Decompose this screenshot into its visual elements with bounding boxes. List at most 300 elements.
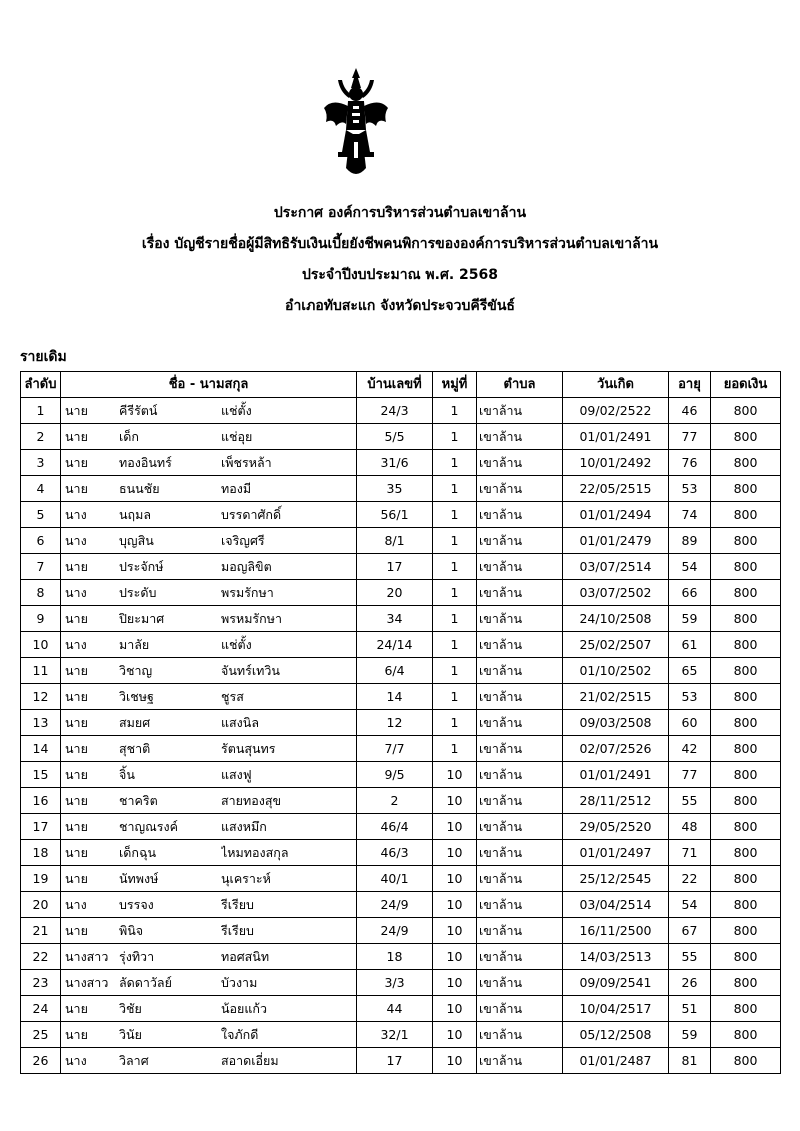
table-row xyxy=(21,398,781,424)
tambon: เขาล้าน xyxy=(477,580,563,606)
col-header-no: ลำดับ xyxy=(21,372,61,398)
last-name: พรหมรักษา xyxy=(221,611,282,626)
col-header-amount: ยอดเงิน xyxy=(711,372,781,398)
house-number: 3/3 xyxy=(357,970,433,996)
moo-number: 10 xyxy=(433,1048,477,1074)
table-row xyxy=(21,814,781,840)
date-of-birth: 02/07/2526 xyxy=(563,736,669,762)
row-number: 23 xyxy=(21,970,61,996)
first-name: เด็ก xyxy=(119,429,139,444)
amount: 800 xyxy=(711,736,781,762)
last-name: มอญลิขิต xyxy=(221,559,272,574)
amount: 800 xyxy=(711,762,781,788)
name-prefix: นาย xyxy=(65,1001,88,1016)
fiscal-year: ประจำปีงบประมาณ พ.ศ. 2568 xyxy=(301,267,499,283)
moo-number: 10 xyxy=(433,762,477,788)
full-name-cell xyxy=(61,502,357,528)
amount: 800 xyxy=(711,528,781,554)
name-prefix: นาย xyxy=(65,793,88,808)
tambon: เขาล้าน xyxy=(477,632,563,658)
table-row xyxy=(21,502,781,528)
full-name-cell xyxy=(61,814,357,840)
moo-number: 1 xyxy=(433,632,477,658)
date-of-birth: 03/07/2502 xyxy=(563,580,669,606)
table-row xyxy=(21,866,781,892)
tambon: เขาล้าน xyxy=(477,606,563,632)
name-prefix: นาย xyxy=(65,455,88,470)
table-row xyxy=(21,580,781,606)
moo-number: 1 xyxy=(433,736,477,762)
beneficiary-table xyxy=(20,371,781,1074)
col-header-house: บ้านเลขที่ xyxy=(357,372,433,398)
full-name-cell xyxy=(61,892,357,918)
house-number: 46/3 xyxy=(357,840,433,866)
date-of-birth: 01/10/2502 xyxy=(563,658,669,684)
house-number: 44 xyxy=(357,996,433,1022)
house-number: 7/7 xyxy=(357,736,433,762)
first-name: บุญสิน xyxy=(119,533,154,548)
moo-number: 10 xyxy=(433,788,477,814)
name-prefix: นางสาว xyxy=(65,975,109,990)
row-number: 3 xyxy=(21,450,61,476)
amount: 800 xyxy=(711,658,781,684)
first-name: นัทพงษ์ xyxy=(119,871,159,886)
name-prefix: นาย xyxy=(65,923,88,938)
name-prefix: นาง xyxy=(65,585,87,600)
age: 77 xyxy=(669,762,711,788)
age: 59 xyxy=(669,1022,711,1048)
table-row xyxy=(21,606,781,632)
last-name: แช่อุย xyxy=(221,429,253,444)
moo-number: 1 xyxy=(433,528,477,554)
amount: 800 xyxy=(711,918,781,944)
moo-number: 10 xyxy=(433,1022,477,1048)
name-prefix: นาย xyxy=(65,871,88,886)
date-of-birth: 14/03/2513 xyxy=(563,944,669,970)
tambon: เขาล้าน xyxy=(477,528,563,554)
moo-number: 10 xyxy=(433,866,477,892)
date-of-birth: 09/02/2522 xyxy=(563,398,669,424)
date-of-birth: 03/07/2514 xyxy=(563,554,669,580)
table-row xyxy=(21,658,781,684)
first-name: พินิจ xyxy=(119,923,144,938)
amount: 800 xyxy=(711,450,781,476)
amount: 800 xyxy=(711,606,781,632)
table-row xyxy=(21,710,781,736)
moo-number: 10 xyxy=(433,892,477,918)
name-prefix: นาย xyxy=(65,819,88,834)
last-name: น้อยแก้ว xyxy=(221,1001,268,1016)
date-of-birth: 25/12/2545 xyxy=(563,866,669,892)
last-name: สอาดเอี่ยม xyxy=(221,1053,279,1068)
first-name: ธนนชัย xyxy=(119,481,160,496)
name-prefix: นาย xyxy=(65,481,88,496)
row-number: 11 xyxy=(21,658,61,684)
tambon: เขาล้าน xyxy=(477,1048,563,1074)
full-name-cell xyxy=(61,996,357,1022)
moo-number: 1 xyxy=(433,554,477,580)
house-number: 34 xyxy=(357,606,433,632)
age: 54 xyxy=(669,554,711,580)
name-prefix: นาย xyxy=(65,689,88,704)
last-name: บัวงาม xyxy=(221,975,258,990)
row-number: 16 xyxy=(21,788,61,814)
row-number: 6 xyxy=(21,528,61,554)
tambon: เขาล้าน xyxy=(477,970,563,996)
last-name: นุเคราะห์ xyxy=(221,871,271,886)
row-number: 22 xyxy=(21,944,61,970)
date-of-birth: 01/01/2491 xyxy=(563,762,669,788)
last-name: พรมรักษา xyxy=(221,585,274,600)
amount: 800 xyxy=(711,814,781,840)
last-name: แสงนิล xyxy=(221,715,259,730)
date-of-birth: 03/04/2514 xyxy=(563,892,669,918)
last-name: สายทองสุข xyxy=(221,793,281,808)
name-prefix: นาย xyxy=(65,845,88,860)
first-name: วิลาศ xyxy=(119,1053,149,1068)
moo-number: 1 xyxy=(433,450,477,476)
moo-number: 10 xyxy=(433,970,477,996)
date-of-birth: 05/12/2508 xyxy=(563,1022,669,1048)
moo-number: 10 xyxy=(433,944,477,970)
age: 55 xyxy=(669,788,711,814)
row-number: 9 xyxy=(21,606,61,632)
age: 22 xyxy=(669,866,711,892)
age: 53 xyxy=(669,684,711,710)
age: 60 xyxy=(669,710,711,736)
tambon: เขาล้าน xyxy=(477,476,563,502)
full-name-cell xyxy=(61,840,357,866)
first-name: สมยศ xyxy=(119,715,151,730)
amount: 800 xyxy=(711,398,781,424)
date-of-birth: 29/05/2520 xyxy=(563,814,669,840)
amount: 800 xyxy=(711,476,781,502)
table-row xyxy=(21,528,781,554)
col-header-dob: วันเกิด xyxy=(563,372,669,398)
row-number: 15 xyxy=(21,762,61,788)
full-name-cell xyxy=(61,866,357,892)
name-prefix: นาย xyxy=(65,559,88,574)
tambon: เขาล้าน xyxy=(477,944,563,970)
first-name: คีรีรัตน์ xyxy=(119,403,158,418)
first-name: วิชาญ xyxy=(119,663,153,678)
date-of-birth: 25/02/2507 xyxy=(563,632,669,658)
date-of-birth: 01/01/2479 xyxy=(563,528,669,554)
last-name: ทอศสนิท xyxy=(221,949,270,964)
last-name: รีเรียบ xyxy=(221,897,254,912)
full-name-cell xyxy=(61,606,357,632)
date-of-birth: 10/01/2492 xyxy=(563,450,669,476)
age: 26 xyxy=(669,970,711,996)
tambon: เขาล้าน xyxy=(477,710,563,736)
tambon: เขาล้าน xyxy=(477,554,563,580)
amount: 800 xyxy=(711,892,781,918)
table-row xyxy=(21,762,781,788)
last-name: บรรดาศักดิ์ xyxy=(221,507,282,522)
date-of-birth: 01/01/2491 xyxy=(563,424,669,450)
amount: 800 xyxy=(711,1048,781,1074)
table-row xyxy=(21,476,781,502)
full-name-cell xyxy=(61,1048,357,1074)
last-name: ชูรส xyxy=(221,689,244,704)
amount: 800 xyxy=(711,970,781,996)
first-name: ชาคริต xyxy=(119,793,158,808)
date-of-birth: 01/01/2487 xyxy=(563,1048,669,1074)
announcement-title: ประกาศ องค์การบริหารส่วนตำบลเขาล้าน xyxy=(273,205,527,221)
house-number: 20 xyxy=(357,580,433,606)
col-header-name: ชื่อ - นามสกุล xyxy=(61,372,357,398)
row-number: 14 xyxy=(21,736,61,762)
house-number: 6/4 xyxy=(357,658,433,684)
first-name: วิชัย xyxy=(119,1001,142,1016)
full-name-cell xyxy=(61,918,357,944)
first-name: ประดับ xyxy=(119,585,157,600)
age: 48 xyxy=(669,814,711,840)
age: 71 xyxy=(669,840,711,866)
house-number: 35 xyxy=(357,476,433,502)
house-number: 17 xyxy=(357,554,433,580)
tambon: เขาล้าน xyxy=(477,658,563,684)
tambon: เขาล้าน xyxy=(477,762,563,788)
last-name: ทองมี xyxy=(221,481,252,496)
name-prefix: นาง xyxy=(65,1053,87,1068)
amount: 800 xyxy=(711,1022,781,1048)
age: 55 xyxy=(669,944,711,970)
table-header-row xyxy=(21,372,781,398)
row-number: 4 xyxy=(21,476,61,502)
table-row xyxy=(21,944,781,970)
first-name: วิเชษฐ xyxy=(119,689,154,704)
name-prefix: นาง xyxy=(65,507,87,522)
tambon: เขาล้าน xyxy=(477,684,563,710)
age: 61 xyxy=(669,632,711,658)
house-number: 14 xyxy=(357,684,433,710)
tambon: เขาล้าน xyxy=(477,502,563,528)
date-of-birth: 22/05/2515 xyxy=(563,476,669,502)
first-name: ลัดดาวัลย์ xyxy=(119,975,172,990)
table-row xyxy=(21,736,781,762)
moo-number: 1 xyxy=(433,606,477,632)
age: 67 xyxy=(669,918,711,944)
tambon: เขาล้าน xyxy=(477,736,563,762)
amount: 800 xyxy=(711,580,781,606)
tambon: เขาล้าน xyxy=(477,892,563,918)
amount: 800 xyxy=(711,788,781,814)
last-name: ใจภักดี xyxy=(221,1027,259,1042)
name-prefix: นาย xyxy=(65,663,88,678)
moo-number: 1 xyxy=(433,580,477,606)
table-row xyxy=(21,996,781,1022)
last-name: แช่ตั้ง xyxy=(221,637,252,652)
first-name: รุ่งทิวา xyxy=(119,949,155,964)
house-number: 8/1 xyxy=(357,528,433,554)
moo-number: 10 xyxy=(433,918,477,944)
row-number: 10 xyxy=(21,632,61,658)
age: 46 xyxy=(669,398,711,424)
date-of-birth: 10/04/2517 xyxy=(563,996,669,1022)
table-row xyxy=(21,1048,781,1074)
section-label: รายเดิม xyxy=(20,349,67,365)
announcement-subject: เรื่อง บัญชีรายชื่อผู้มีสิทธิรับเงินเบี้ยยังชีพคนพิการขององค์การบริหารส่วนตำบลเขาล้าน xyxy=(141,236,659,252)
full-name-cell xyxy=(61,658,357,684)
last-name: จันทร์เทวิน xyxy=(221,663,280,678)
first-name: จิ้น xyxy=(119,767,135,782)
row-number: 19 xyxy=(21,866,61,892)
house-number: 24/14 xyxy=(357,632,433,658)
name-prefix: นาย xyxy=(65,1027,88,1042)
moo-number: 10 xyxy=(433,814,477,840)
full-name-cell xyxy=(61,1022,357,1048)
age: 59 xyxy=(669,606,711,632)
row-number: 8 xyxy=(21,580,61,606)
amount: 800 xyxy=(711,996,781,1022)
moo-number: 1 xyxy=(433,502,477,528)
house-number: 24/9 xyxy=(357,918,433,944)
date-of-birth: 09/09/2541 xyxy=(563,970,669,996)
col-header-age: อายุ xyxy=(669,372,711,398)
row-number: 25 xyxy=(21,1022,61,1048)
house-number: 46/4 xyxy=(357,814,433,840)
row-number: 20 xyxy=(21,892,61,918)
full-name-cell xyxy=(61,580,357,606)
age: 65 xyxy=(669,658,711,684)
col-header-moo: หมู่ที่ xyxy=(433,372,477,398)
first-name: มาลัย xyxy=(119,637,150,652)
first-name: สุชาติ xyxy=(119,741,151,756)
age: 74 xyxy=(669,502,711,528)
moo-number: 1 xyxy=(433,476,477,502)
date-of-birth: 24/10/2508 xyxy=(563,606,669,632)
tambon: เขาล้าน xyxy=(477,840,563,866)
age: 77 xyxy=(669,424,711,450)
row-number: 5 xyxy=(21,502,61,528)
amount: 800 xyxy=(711,424,781,450)
amount: 800 xyxy=(711,684,781,710)
house-number: 24/9 xyxy=(357,892,433,918)
amount: 800 xyxy=(711,840,781,866)
name-prefix: นาย xyxy=(65,715,88,730)
full-name-cell xyxy=(61,710,357,736)
row-number: 26 xyxy=(21,1048,61,1074)
age: 53 xyxy=(669,476,711,502)
first-name: ชาญณรงค์ xyxy=(119,819,178,834)
name-prefix: นาง xyxy=(65,533,87,548)
house-number: 17 xyxy=(357,1048,433,1074)
name-prefix: นาง xyxy=(65,637,87,652)
district-province: อำเภอทับสะแก จังหวัดประจวบคีรีขันธ์ xyxy=(285,298,515,314)
first-name: ทองอินทร์ xyxy=(119,455,172,470)
house-number: 24/3 xyxy=(357,398,433,424)
moo-number: 10 xyxy=(433,840,477,866)
full-name-cell xyxy=(61,476,357,502)
age: 89 xyxy=(669,528,711,554)
table-row xyxy=(21,424,781,450)
name-prefix: นางสาว xyxy=(65,949,109,964)
date-of-birth: 01/01/2494 xyxy=(563,502,669,528)
amount: 800 xyxy=(711,632,781,658)
row-number: 1 xyxy=(21,398,61,424)
date-of-birth: 16/11/2500 xyxy=(563,918,669,944)
tambon: เขาล้าน xyxy=(477,918,563,944)
age: 42 xyxy=(669,736,711,762)
full-name-cell xyxy=(61,788,357,814)
row-number: 12 xyxy=(21,684,61,710)
date-of-birth: 28/11/2512 xyxy=(563,788,669,814)
table-row xyxy=(21,450,781,476)
garuda-emblem-icon xyxy=(322,68,390,180)
house-number: 31/6 xyxy=(357,450,433,476)
row-number: 21 xyxy=(21,918,61,944)
age: 54 xyxy=(669,892,711,918)
name-prefix: นาย xyxy=(65,429,88,444)
date-of-birth: 21/02/2515 xyxy=(563,684,669,710)
row-number: 24 xyxy=(21,996,61,1022)
table-row xyxy=(21,554,781,580)
last-name: แสงฟู xyxy=(221,767,252,782)
last-name: เจริญศรี xyxy=(221,533,265,548)
last-name: รัตนสุนทร xyxy=(221,741,276,756)
last-name: แสงหมึก xyxy=(221,819,267,834)
last-name: เพ็ชรหล้า xyxy=(221,455,272,470)
house-number: 18 xyxy=(357,944,433,970)
house-number: 2 xyxy=(357,788,433,814)
house-number: 56/1 xyxy=(357,502,433,528)
name-prefix: นาย xyxy=(65,741,88,756)
table-row xyxy=(21,840,781,866)
full-name-cell xyxy=(61,450,357,476)
table-row xyxy=(21,918,781,944)
age: 76 xyxy=(669,450,711,476)
name-prefix: นาย xyxy=(65,767,88,782)
row-number: 18 xyxy=(21,840,61,866)
full-name-cell xyxy=(61,736,357,762)
age: 81 xyxy=(669,1048,711,1074)
tambon: เขาล้าน xyxy=(477,398,563,424)
amount: 800 xyxy=(711,710,781,736)
full-name-cell xyxy=(61,944,357,970)
col-header-tambon: ตำบล xyxy=(477,372,563,398)
last-name: รีเรียบ xyxy=(221,923,254,938)
first-name: วินัย xyxy=(119,1027,142,1042)
tambon: เขาล้าน xyxy=(477,788,563,814)
amount: 800 xyxy=(711,502,781,528)
tambon: เขาล้าน xyxy=(477,866,563,892)
name-prefix: นาง xyxy=(65,897,87,912)
row-number: 17 xyxy=(21,814,61,840)
house-number: 9/5 xyxy=(357,762,433,788)
house-number: 5/5 xyxy=(357,424,433,450)
first-name: ปิยะมาศ xyxy=(119,611,165,626)
first-name: เด็กฉุน xyxy=(119,845,157,860)
table-row xyxy=(21,788,781,814)
age: 51 xyxy=(669,996,711,1022)
house-number: 32/1 xyxy=(357,1022,433,1048)
full-name-cell xyxy=(61,684,357,710)
last-name: ไหมทองสกุล xyxy=(221,845,289,860)
table-row xyxy=(21,970,781,996)
table-row xyxy=(21,892,781,918)
first-name: นฤมล xyxy=(119,507,152,522)
table-row xyxy=(21,684,781,710)
date-of-birth: 01/01/2497 xyxy=(563,840,669,866)
amount: 800 xyxy=(711,554,781,580)
name-prefix: นาย xyxy=(65,403,88,418)
full-name-cell xyxy=(61,632,357,658)
moo-number: 1 xyxy=(433,398,477,424)
moo-number: 1 xyxy=(433,710,477,736)
date-of-birth: 09/03/2508 xyxy=(563,710,669,736)
tambon: เขาล้าน xyxy=(477,450,563,476)
